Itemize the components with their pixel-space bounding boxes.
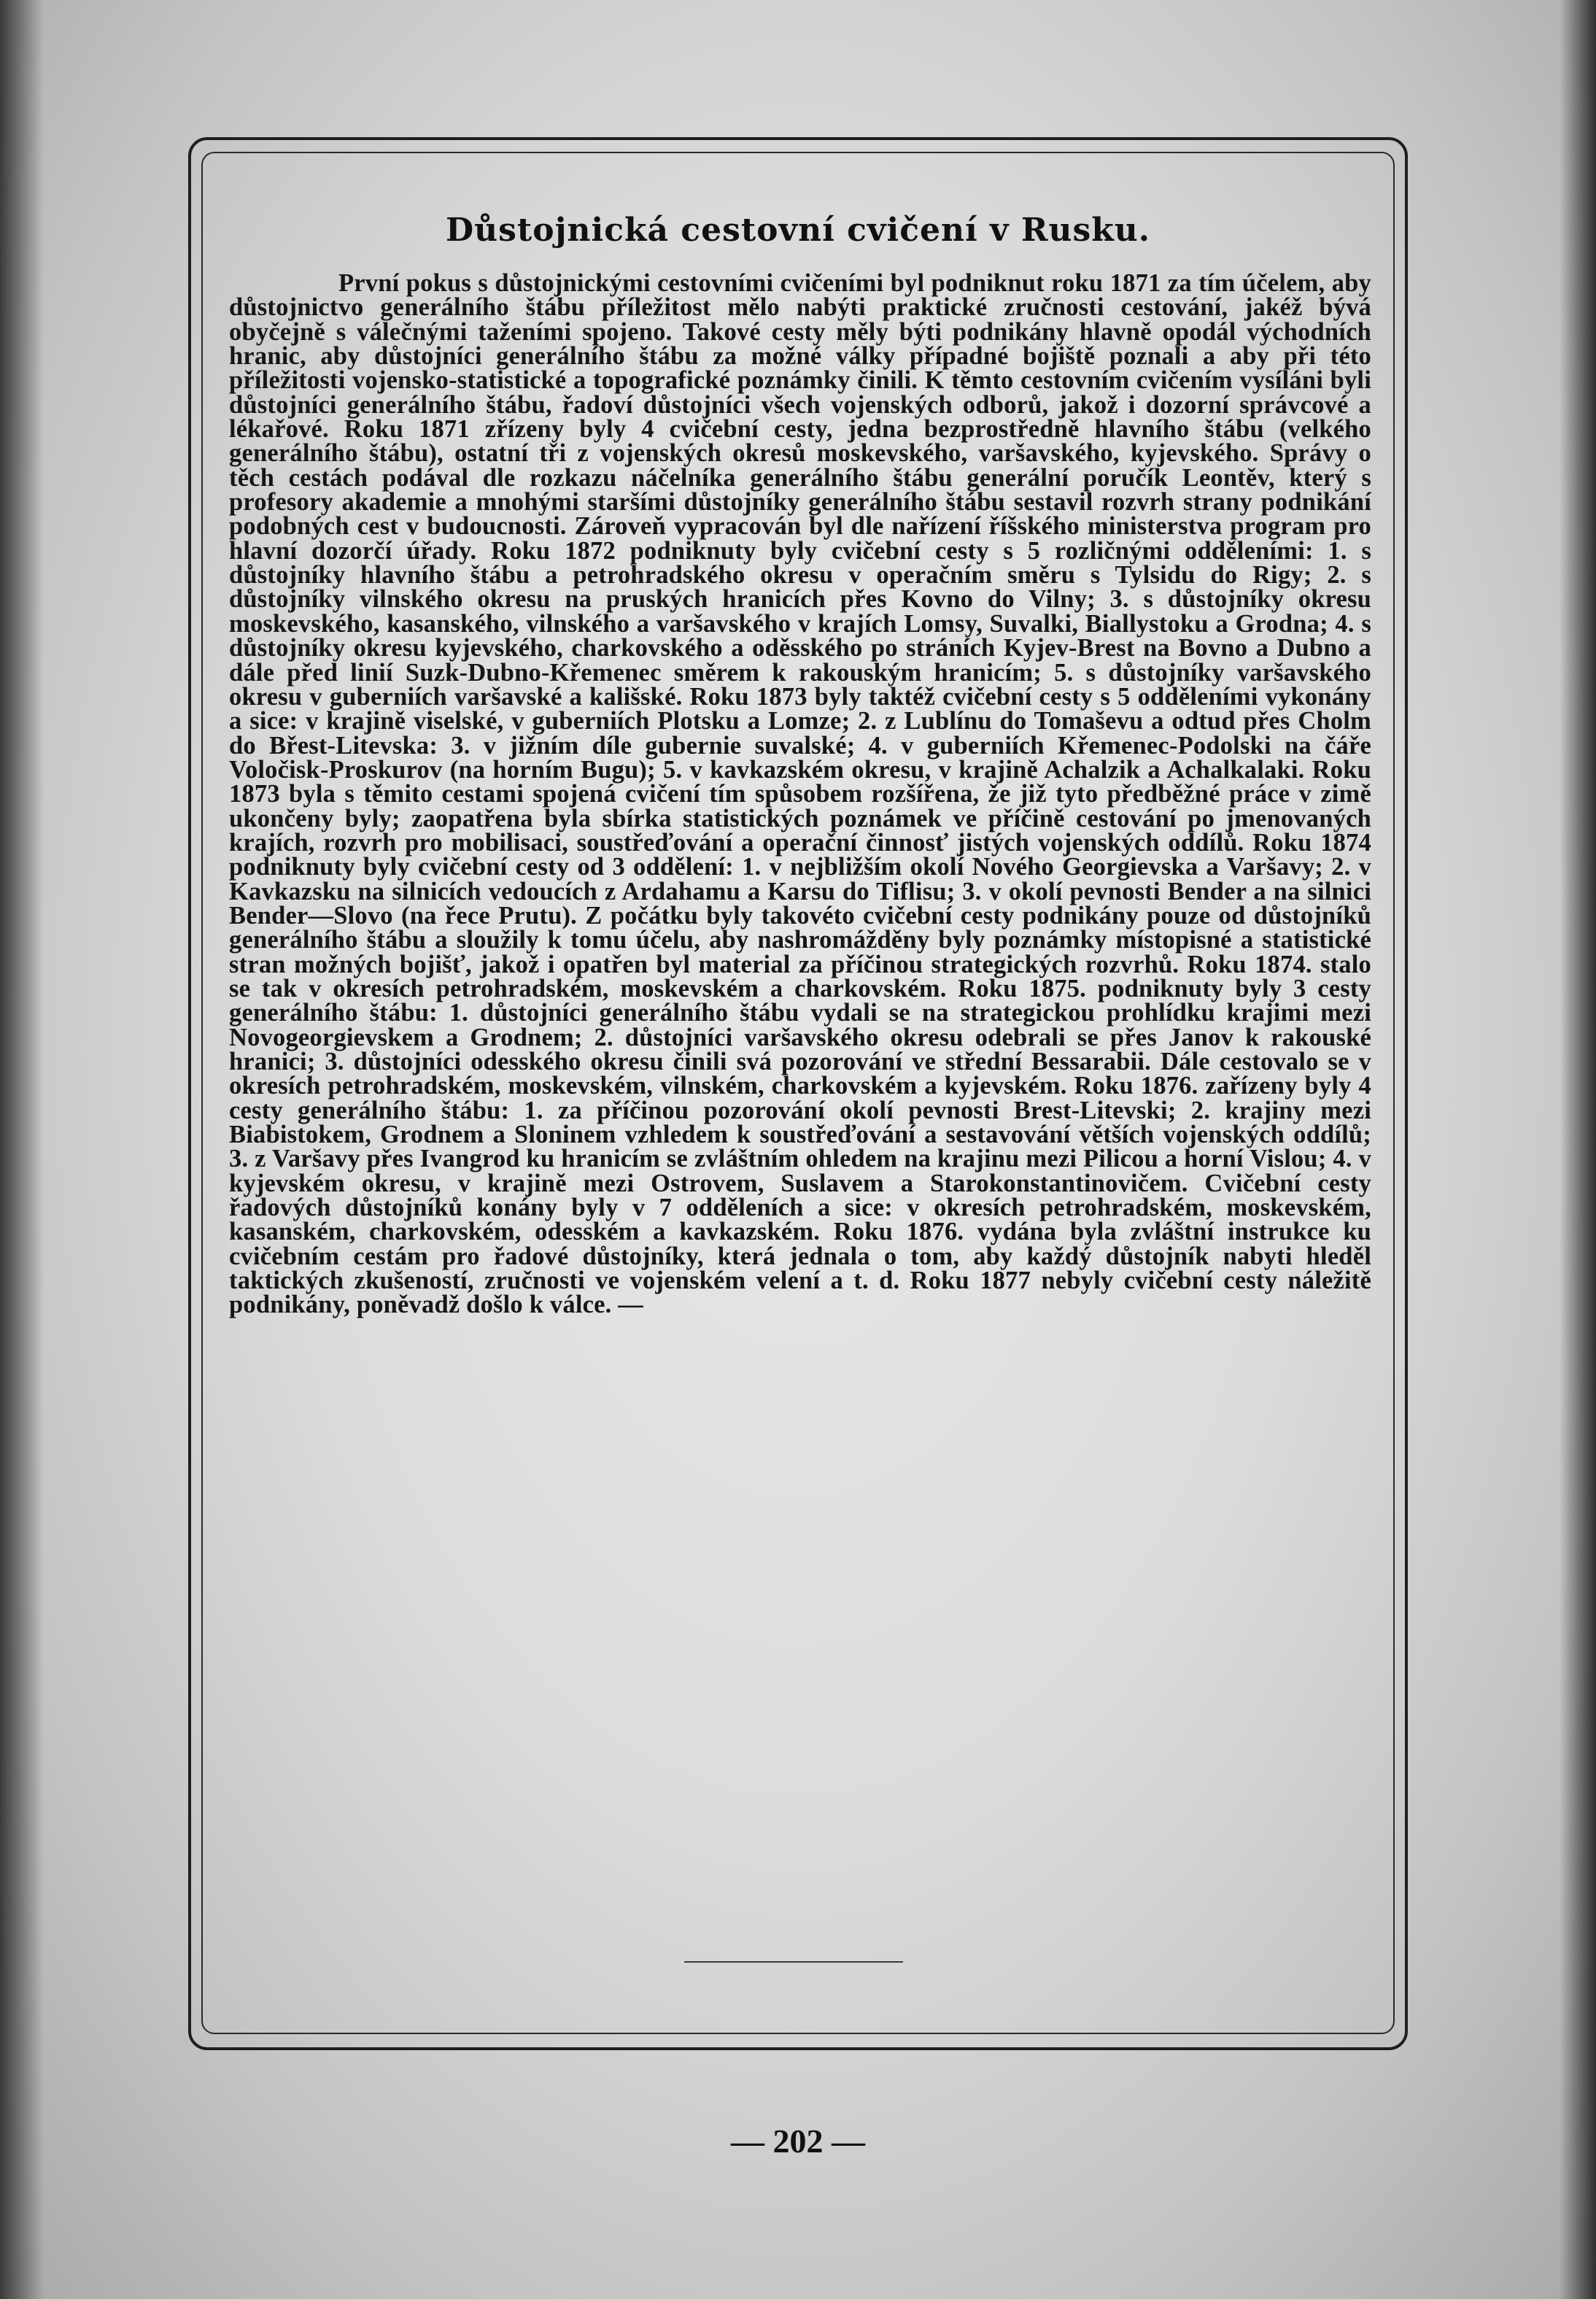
closing-rule (684, 1961, 903, 1963)
page-number: — 202 — (731, 2122, 865, 2160)
article-title: Důstojnická cestovní cvičení v Rusku. (445, 212, 1151, 249)
article-body (229, 271, 1371, 1318)
article-body-text: První pokus s důstojnickými cestovními cvičeními byl podniknut roku 1871 za tím účelem, aby důstojnictvo generálního štábu příležitost mělo nabýti praktické zručnosti cestování, jakéž bývá obyčejně s válečnými taženími spojeno. Takové cesty měly býti podnikány hlavně opodál východních hranic, aby důstojníci generálního štábu za možné války případné bojiště poznali a aby při této příležitosti vojensko-statistické a topografické poznámky činili. K těmto cestovním cvičením vysíláni byli důstojníci generálního štábu, řadoví důstojníci všech vojenských odborů, jakož i dozorní správcové a lékařové. Roku 1871 zřízeny byly 4 cvičební cesty, jedna bezprostředně hlavního štábu (velkého generálního štábu), ostatní tři z vojenských okresů moskevského, varšavského, kyjevského. Správy o těch cestách podával dle rozkazu náčelníka generálního štábu generální poručík Leontěv, který s profesory akademie a mnohými staršími důstojníky generálního štábu sestavil rozvrh strany podnikání podobných cest v budoucnosti. Zároveň vypracován byl dle nařízení říšského ministerstva program pro hlavní dozorčí úřady. Roku 1872 podniknuty byly cvičební cesty s 5 rozličnými odděleními: 1. s důstojníky hlavního štábu a petrohradského okresu v operačním směru s Tylsidu do Rigy; 2. s důstojníky vilnského okresu na pruských hranicích přes Kovno do Vilny; 3. s důstojníky okresu moskevského, kasanského, vilnského a varšavského v krajích Lomsy, Suvalki, Biallystoku a Grodna; 4. s důstojníky okresu kyjevského, charkovského a oděsského po stráních Kyjev-Brest na Bovno a Dubno a dále před linií Suzk-Dubno-Křemenec směrem k rakouským hranicím; 5. s důstojníky varšavského okresu v guberniích varšavské a kališské. Roku 1873 byly taktéž cvičební cesty s 5 odděleními vykonány a sice: v krajině viselské, v guberniích Plotsku a Lomze; 2. z Lublínu do Tomaševu a odtud přes Cholm do Břest-Litevska: 3. v jižním díle gubernie suvalské; 4. v guberniích Křemenec-Podolski na čáře Voločisk-Proskurov (na horním Bugu); 5. v kavkazském okresu, v krajině Achalzik a Achalkalaki. Roku 1873 byla s těmito cestami spojená cvičení tím spůsobem rozšířena, že již tyto předběžné práce v zimě ukončeny byly; zaopatřena byla sbírka statistických poznámek ve příčině cestování po jmenovaných krajích, rozvrh pro mobilisaci, soustřeďování a operační činnosť jistých vojenských oddílů. Roku 1874 podniknuty byly cvičební cesty od 3 oddělení: 1. v nejbližším okolí Nového Georgievska a Varšavy; 2. v Kavkazsku na silnicích vedoucích z Ardahamu a Karsu do Tiflisu; 3. v okolí pevnosti Bender a na silnici Bender—Slovo (na řece Prutu). Z počátku byly takovéto cvičební cesty podnikány pouze od důstojníků generálního štábu a sloužily k tomu účelu, aby nashromážděny byly poznámky místopisné a statistické stran možných bojišť, jakož i opatřen byl material za příčinou strategických rozvrhů. Roku 1874. stalo se tak v okresích petrohradském, moskevském a charkovském. Roku 1875. podniknuty byly 3 cesty generálního štábu: 1. důstojníci generálního štábu vydali se na strategickou prohlídku krajimi mezi Novogeorgievskem a Grodnem; 2. důstojníci varšavského okresu odebrali se přes Janov k rakouské hranici; 3. důstojníci odesského okresu činili svá pozorování ve střední Bessarabii. Dále cestovalo se v okresích petrohradském, moskevském, vilnském, charkovském a kyjevském. Roku 1876. zařízeny byly 4 cesty generálního štábu: 1. za příčinou pozorování okolí pevnosti Brest-Litevski; 2. krajiny mezi Biabistokem, Grodnem a Sloninem vzhledem k soustřeďování a sestavování větších vojenských oddílů; 3. z Varšavy přes Ivangrod ku hranicím se zvláštním ohledem na krajinu mezi Pilicou a horní Vislou; 4. v kyjevském okresu, v krajině mezi Ostrovem, Suslavem a Starokonstantinovičem. Cvičební cesty řadových důstojníků konány byly v 7 odděleních a sice: v okresích petrohradském, moskevském, kasanském, charkovském, odesském a kavkazském. Roku 1876. vydána byla zvláštní instrukce ku cvičebním cestám pro řadové důstojníky, která jednala o tom, aby každý důstojník nabyti hleděl taktických zkušeností, zručnosti ve vojenském velení a t. d. Roku 1877 nebyly cvičební cesty náležitě podnikány, poněvadž došlo k válce. — (229, 269, 1371, 1319)
